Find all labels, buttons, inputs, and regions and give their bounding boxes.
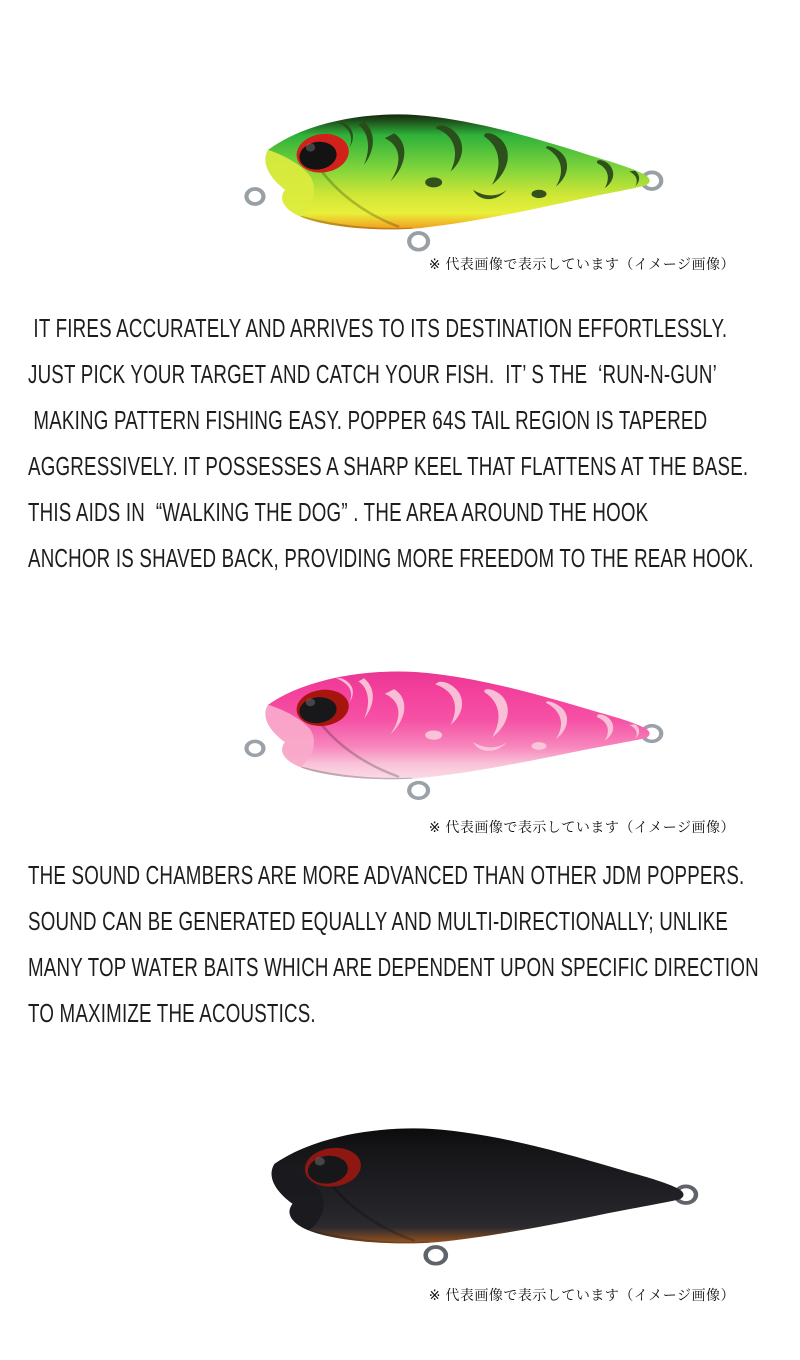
eye-glint-icon: [306, 143, 315, 151]
text-line: MANY TOP WATER BAITS WHICH ARE DEPENDENT UPON SPECIFIC DIRECTION: [28, 952, 759, 982]
text-line: AGGRESSIVELY. IT POSSESSES A SHARP KEEL THAT FLATTENS AT THE BASE.: [28, 451, 749, 481]
popper-lure-illustration: [223, 100, 665, 258]
text-line: IT FIRES ACCURATELY AND ARRIVES TO ITS DESTINATION EFFORTLESSLY.: [28, 313, 728, 343]
description-paragraph-1: [28, 305, 800, 581]
nose-ring-icon: [247, 189, 264, 204]
product-image-popper-mat-tiger: [223, 100, 665, 258]
product-image-popper-pink: [223, 658, 665, 806]
popper-lure-illustration: [226, 1114, 700, 1272]
popper-lure-illustration: [223, 658, 665, 806]
eye-glint-icon: [306, 699, 315, 707]
nose-ring-icon: [247, 741, 264, 755]
text-line: SOUND CAN BE GENERATED EQUALLY AND MULTI-DIRECTIONALLY; UNLIKE: [28, 906, 729, 936]
belly-ring-icon: [409, 233, 428, 250]
eye-glint-icon: [315, 1157, 325, 1165]
text-line: TO MAXIMIZE THE ACOUSTICS.: [28, 998, 316, 1028]
text-line: THIS AIDS IN “WALKING THE DOG” . THE AREA AROUND THE HOOK: [28, 497, 649, 527]
text-line: ANCHOR IS SHAVED BACK, PROVIDING MORE FREEDOM TO THE REAR HOOK.: [28, 543, 754, 573]
text-line: JUST PICK YOUR TARGET AND CATCH YOUR FISH. IT’ S THE ‘RUN-N-GUN’: [28, 359, 717, 389]
product-image-popper-black: [226, 1114, 700, 1272]
image-caption: ※ 代表画像で表示しています（イメージ画像）: [428, 1287, 735, 1303]
text-line: THE SOUND CHAMBERS ARE MORE ADVANCED THAN OTHER JDM POPPERS.: [28, 860, 745, 890]
belly-ring-icon: [426, 1247, 446, 1264]
image-caption: ※ 代表画像で表示しています（イメージ画像）: [428, 256, 735, 272]
image-caption: ※ 代表画像で表示しています（イメージ画像）: [428, 819, 735, 835]
text-line: MAKING PATTERN FISHING EASY. POPPER 64S TAIL REGION IS TAPERED: [28, 405, 708, 435]
belly-ring-icon: [409, 783, 428, 799]
description-paragraph-2: [28, 852, 800, 1036]
